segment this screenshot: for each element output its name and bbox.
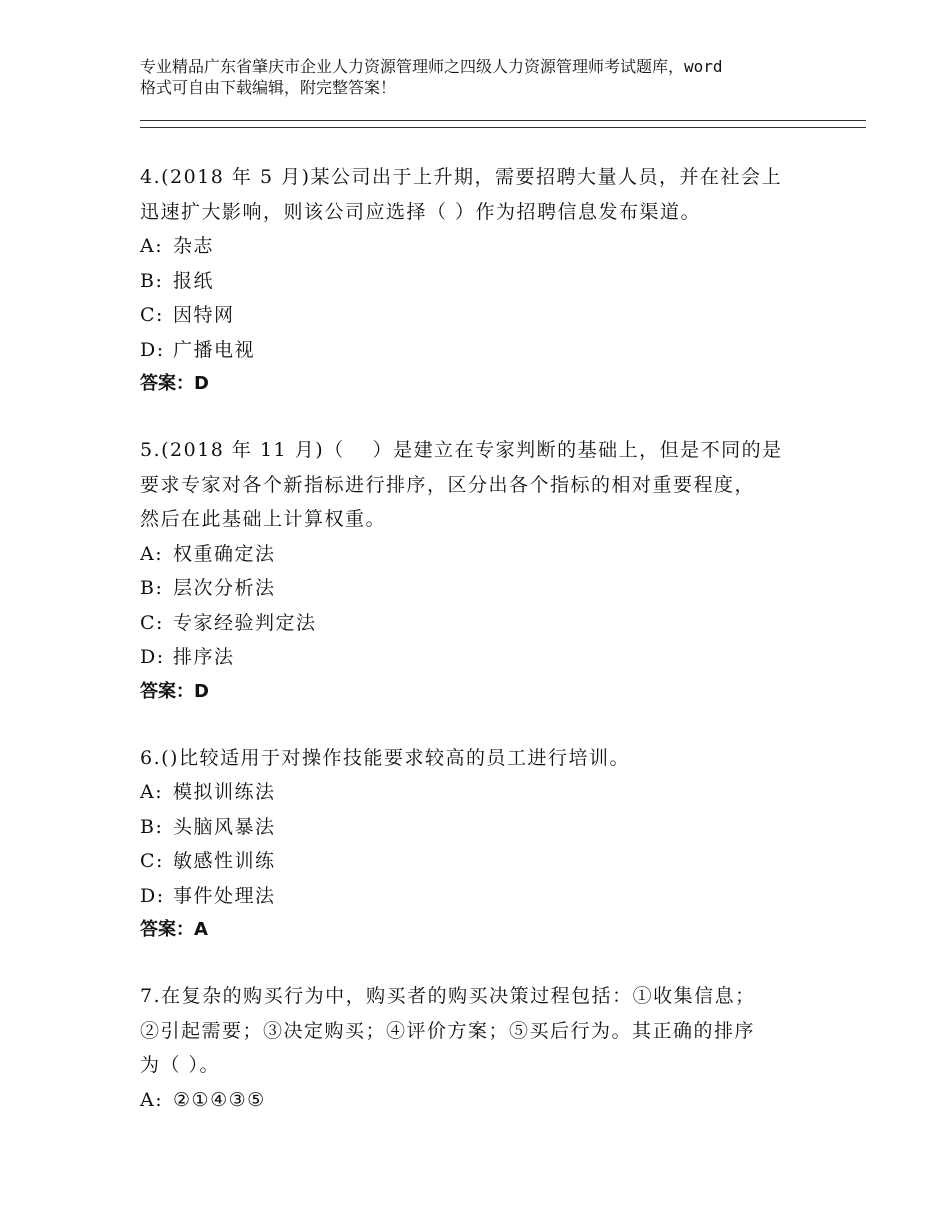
question-stem-line: 要求专家对各个新指标进行排序，区分出各个指标的相对重要程度，: [140, 473, 756, 496]
option-text: 头脑风暴法: [173, 815, 276, 838]
option-letter: B:: [140, 815, 164, 838]
option-letter: A:: [140, 1088, 164, 1111]
option-text: 因特网: [173, 304, 235, 326]
question-7: [140, 979, 840, 1117]
option-letter: C:: [140, 850, 164, 872]
question-stem-line: 迅速扩大影响，则该公司应选择（ ）作为招聘信息发布渠道。: [140, 200, 702, 223]
option-text: 排序法: [173, 646, 235, 668]
option-b: [140, 810, 840, 845]
option-c: [140, 844, 840, 879]
option-letter: D:: [140, 884, 165, 907]
option-text: 杂志: [173, 235, 215, 257]
question-list: [140, 160, 840, 1149]
question-5: [140, 433, 840, 709]
option-text: 模拟训练法: [173, 781, 276, 803]
option-d: [140, 333, 840, 368]
option-letter: D:: [140, 338, 165, 361]
question-stem-line: 然后在此基础上计算权重。: [140, 508, 387, 530]
option-c: [140, 606, 840, 641]
question-stem-line: ②引起需要；③决定购买；④评价方案；⑤买后行为。其正确的排序: [140, 1019, 756, 1042]
answer-label: 答案：A: [140, 919, 208, 940]
option-a: [140, 229, 840, 264]
header-divider: [140, 120, 866, 128]
option-b: [140, 264, 840, 299]
option-letter: B:: [140, 577, 164, 599]
option-text: 事件处理法: [173, 884, 276, 907]
option-letter: A:: [140, 235, 164, 257]
option-letter: D:: [140, 646, 165, 668]
option-letter: B:: [140, 269, 164, 292]
option-text: 专家经验判定法: [173, 611, 317, 634]
document-header: [140, 56, 840, 98]
option-text: 层次分析法: [173, 577, 276, 599]
option-a: [140, 775, 840, 810]
option-letter: C:: [140, 304, 164, 326]
question-stem-line: 5.(2018 年 11 月)（ ）是建立在专家判断的基础上，但是不同的是: [140, 439, 783, 461]
option-c: [140, 298, 840, 333]
question-6: [140, 741, 840, 948]
option-letter: A:: [140, 781, 164, 803]
option-d: [140, 640, 840, 675]
answer-label: 答案：D: [140, 373, 209, 394]
option-text: 广播电视: [173, 338, 256, 361]
question-stem-line: 4.(2018 年 5 月)某公司出于上升期，需要招聘大量人员，并在社会上: [140, 166, 783, 188]
answer-label: 答案：D: [140, 680, 209, 702]
option-d: [140, 879, 840, 914]
header-line-2: 格式可自由下载编辑，附完整答案！: [140, 78, 397, 97]
question-stem-line: 6.()比较适用于对操作技能要求较高的员工进行培训。: [140, 746, 630, 769]
question-4: [140, 160, 840, 401]
option-text: 敏感性训练: [173, 850, 276, 872]
option-a: [140, 1083, 840, 1118]
question-stem-line: 为（ ）。: [140, 1054, 221, 1076]
option-letter: A:: [140, 542, 164, 565]
option-text: ②①④③⑤: [173, 1088, 266, 1111]
option-a: [140, 537, 840, 572]
option-letter: C:: [140, 611, 164, 634]
option-text: 报纸: [173, 269, 215, 292]
header-line-1: 专业精品广东省肇庆市企业人力资源管理师之四级人力资源管理师考试题库，word: [140, 57, 723, 76]
question-stem-line: 7.在复杂的购买行为中，购买者的购买决策过程包括：①收集信息；: [140, 985, 756, 1007]
option-b: [140, 571, 840, 606]
option-text: 权重确定法: [173, 542, 276, 565]
